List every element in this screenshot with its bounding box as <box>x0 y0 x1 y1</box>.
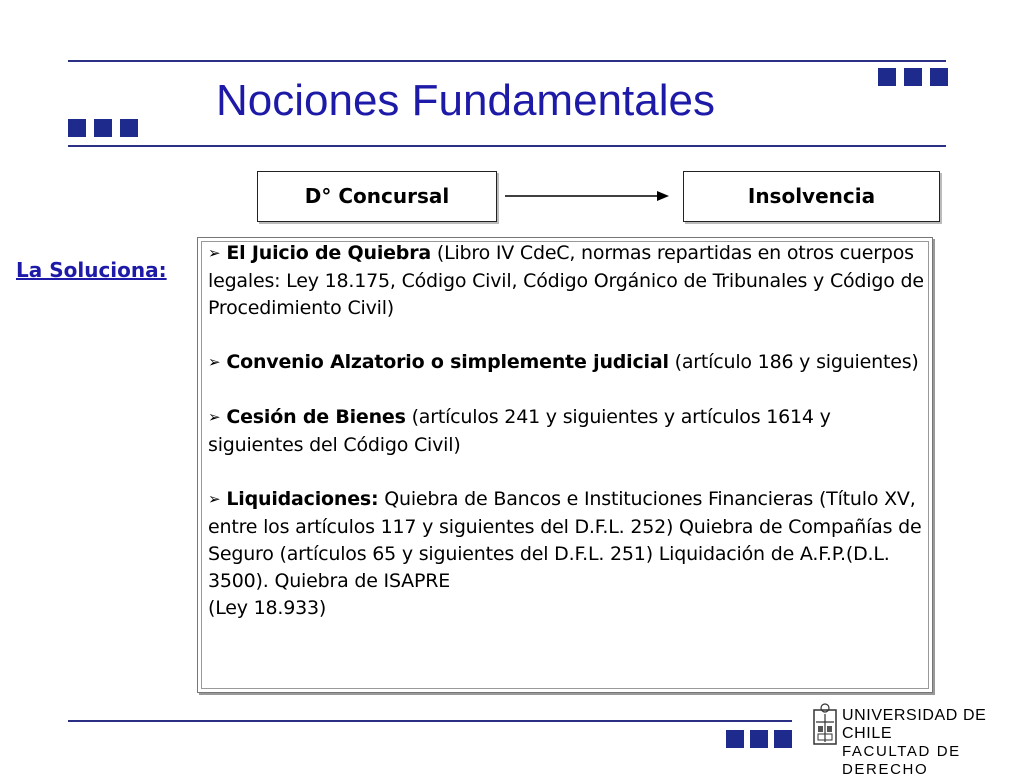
item-text: (artículo 186 y siguientes) <box>668 351 919 373</box>
item-text: (Libro IV CdeC, normas repartidas en otros cuerpos legales: Ley 18.175, Código Civil, Código Orgánico de Tribunales y Código de Procedimiento Civil) <box>208 242 924 319</box>
title-underline-rule <box>68 145 946 147</box>
concept-box-insolvencia-label: Insolvencia <box>747 184 876 208</box>
arrow-bullet-icon: ➢ <box>208 244 221 262</box>
concept-box-concursal-label: D° Concursal <box>304 184 450 208</box>
arrow-bullet-icon: ➢ <box>208 408 221 426</box>
side-label: La Soluciona: <box>16 258 167 282</box>
arrow-bullet-icon: ➢ <box>208 353 221 371</box>
institution-name <box>842 707 1024 779</box>
top-rule <box>68 60 946 62</box>
solutions-list <box>208 240 928 622</box>
bottom-rule <box>68 720 792 722</box>
list-item <box>208 404 928 459</box>
item-heading: Cesión de Bienes <box>226 406 406 428</box>
university-crest-icon <box>812 702 838 748</box>
item-heading: El Juicio de Quiebra <box>226 242 432 264</box>
university-name: UNIVERSIDAD DE CHILE <box>842 707 987 742</box>
item-heading: Convenio Alzatorio o simplemente judicial <box>226 351 669 373</box>
concept-box-concursal <box>257 171 497 222</box>
list-item <box>208 486 928 622</box>
item-text: (artículos 241 y siguientes y artículos 1614 y siguientes del Código Civil) <box>208 406 831 456</box>
list-item <box>208 349 928 377</box>
item-heading: Liquidaciones: <box>226 488 379 510</box>
faculty-name: FACULTAD DE DERECHO <box>842 743 961 778</box>
arrow-right-icon <box>505 188 671 204</box>
item-text: Quiebra de Bancos e Instituciones Financieras (Título XV, entre los artículos 117 y siguientes del D.F.L. 252) Quiebra de Compañías de Seguro (artículos 65 y siguientes del D.F.L. 251) Liquidación de A.F.P.(D.L. 3500). Quiebra de ISAPRE <box>208 488 922 592</box>
item-tail: (Ley 18.933) <box>208 597 327 619</box>
list-item <box>208 240 928 322</box>
page-title: Nociones Fundamentales <box>216 76 715 125</box>
concept-box-insolvencia <box>683 171 940 222</box>
arrow-bullet-icon: ➢ <box>208 490 221 508</box>
